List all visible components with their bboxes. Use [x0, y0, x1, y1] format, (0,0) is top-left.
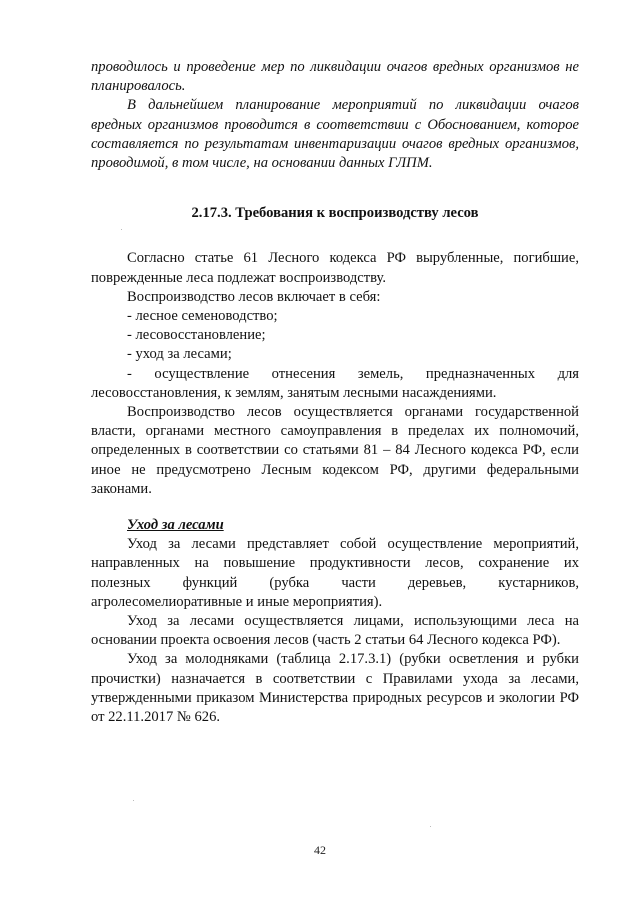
forest-care-paragraph-3: Уход за молодняками (таблица 2.17.3.1) (рубки осветления и рубки прочистки) назначается в соответствии с Правилами ухода за лесами, утвержденными приказом Министерства природных ресурсов и экологии РФ от 22.11.2017 № 626. [91, 651, 579, 726]
forest-care-para1-line-1: Уход за лесами представляет собой осуществление мероприятий, [127, 536, 579, 553]
list-item-land-assignment-line-1: - осуществление отнесения земель, предназначенных для [127, 365, 579, 382]
section-paragraph-1: Согласно статье 61 Лесного кодекса РФ вырубленные, погибшие, поврежденные леса подлежат воспроизводству. [91, 250, 579, 286]
list-item-forest-care: - уход за лесами; [127, 346, 232, 363]
forest-care-paragraph-2: Уход за лесами осуществляется лицами, использующими леса на основании проекта освоения лесов (часть 2 статьи 64 Лесного кодекса РФ). [91, 613, 579, 649]
list-item-reforestation: - лесовосстановление; [127, 327, 266, 344]
forest-care-para1-line-3: полезных функций (рубка части деревьев, кустарников, [91, 574, 579, 591]
section-paragraph-2: Воспроизводство лесов включает в себя: [127, 288, 381, 305]
forest-care-heading: Уход за лесами [127, 517, 224, 534]
list-item-seed: - лесное семеноводство; [127, 308, 278, 325]
scan-speck [430, 826, 431, 827]
page-content [91, 58, 579, 727]
intro-line-1: проводилось и проведение мер по ликвидации очагов вредных организмов не [91, 59, 579, 75]
scan-speck [133, 800, 134, 801]
intro-line-2: планировалось. [91, 78, 186, 95]
scan-speck [121, 229, 122, 230]
forest-care-para1-last-line: агролесомелиоративные и иные мероприятия). [91, 593, 383, 610]
intro-paragraph-2: В дальнейшем планирование мероприятий по ликвидации очагов вредных организмов проводится в соответствии с Обоснованием, которое составляется по результатам инвентаризации очагов вредных организмов, проводимой, в том числе, на основании данных ГЛПМ. [91, 97, 579, 172]
forest-care-para1-line-2: направленных на повышение продуктивности лесов, сохранение их [91, 555, 579, 572]
list-item-land-assignment-line-2: лесовосстановления, к землям, занятым лесными насаждениями. [91, 384, 497, 401]
section-title: 2.17.3. Требования к воспроизводству лесов [191, 205, 479, 222]
section-paragraph-3: Воспроизводство лесов осуществляется органами государственной власти, органами местного самоуправления в пределах их полномочий, определенных в соответствии со статьями 81 – 84 Лесного кодекса РФ, если иное не предусмотрено Лесным кодексом РФ, другими федеральными законами. [91, 404, 579, 497]
page-number: 42 [314, 843, 326, 857]
